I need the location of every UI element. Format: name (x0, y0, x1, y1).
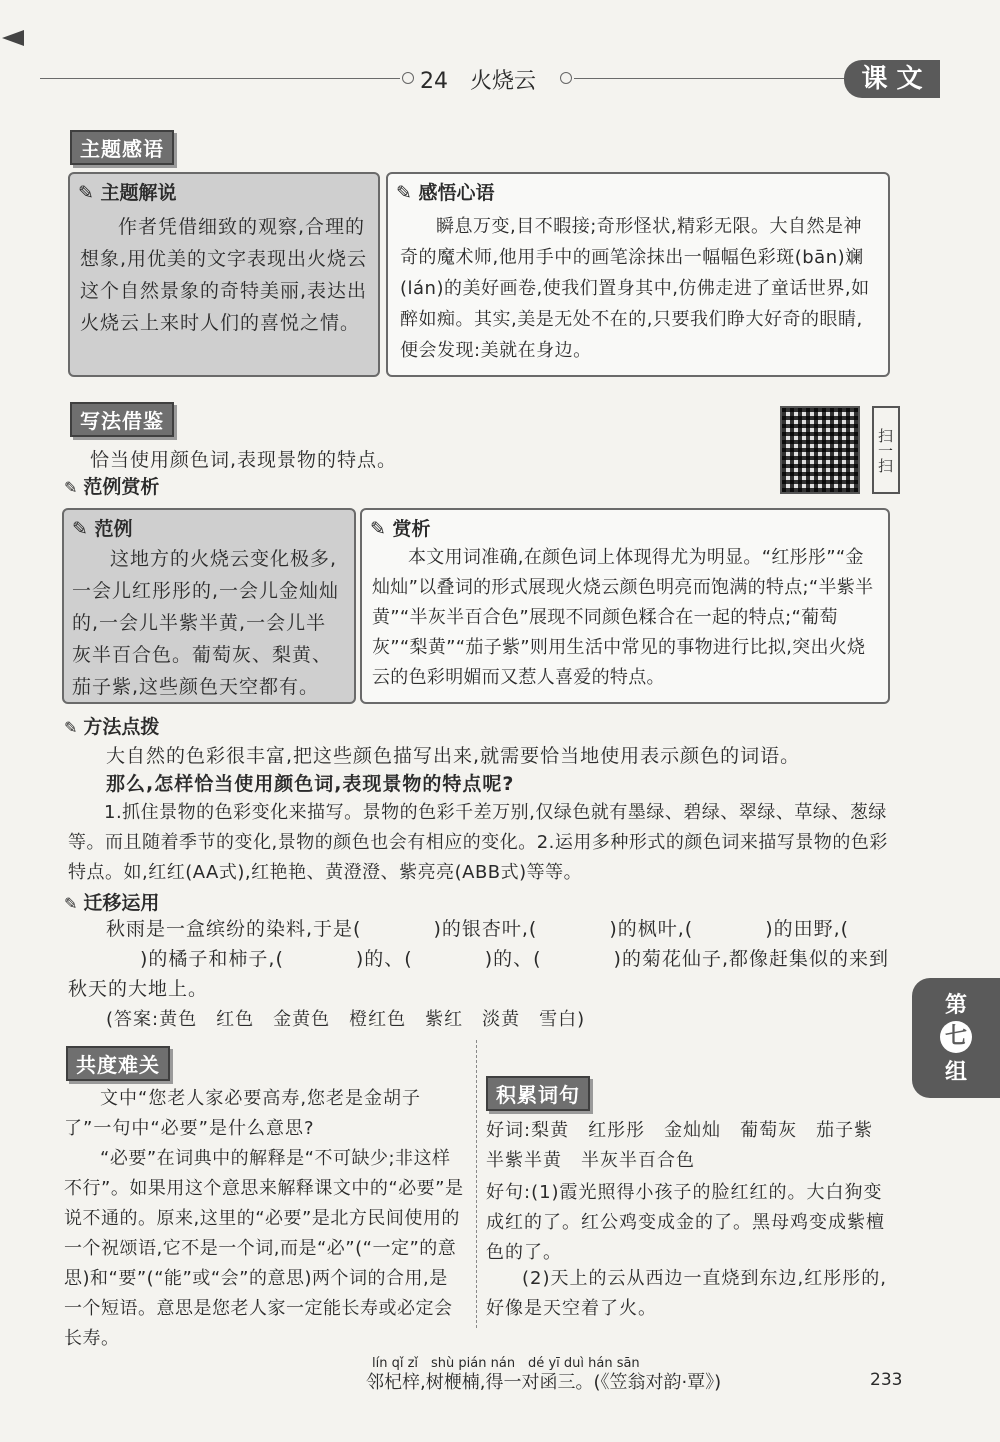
header-rule-left (40, 78, 400, 79)
section-badge-difficult: 共度难关 (66, 1046, 170, 1081)
accum-sentence-2: (2)天上的云从西边一直烧到东边,红彤彤的,好像是天空着了火。 (486, 1268, 887, 1319)
difficult-question: 文中“您老人家必要高寿,您老是金胡子了”一句中“必要”是什么意思? (64, 1088, 422, 1139)
section-badge-theme: 主题感语 (70, 130, 174, 165)
writing-intro: 恰当使用颜色词,表现景物的特点。 (90, 449, 398, 471)
header-dot-right (560, 72, 572, 84)
theme-explain-title: 主题解说 (100, 182, 177, 204)
page-number: 233 (870, 1370, 903, 1390)
accum-sentence-1: 好句:(1)霞光照得小孩子的脸红红的。大白狗变成红的了。红公鸡变成金的了。黑母鸡变成紫檀色的了。 (486, 1182, 885, 1263)
method-heading: ✎ 方法点拨 (64, 716, 160, 738)
pen-icon: ✎ (64, 718, 78, 737)
pen-icon: ✎ (370, 518, 393, 540)
pen-icon: ✎ (78, 182, 101, 204)
method-p1: 大自然的色彩很丰富,把这些颜色描写出来,就需要恰当地使用表示颜色的词语。 (106, 745, 801, 767)
transfer-answer: (答案:黄色 红色 金黄色 橙红色 紫红 淡黄 雪白) (106, 1009, 586, 1030)
pen-icon: ✎ (396, 182, 419, 204)
section-badge-accumulate: 积累词句 (486, 1076, 590, 1111)
appreciation-title: 赏析 (392, 518, 431, 540)
example-text: 这地方的火烧云变化极多,一会儿红彤彤的,一会儿金灿灿的,一会儿半紫半黄,一会儿半灰半百合色。葡萄灰、梨黄、茄子紫,这些颜色天空都有。 (72, 548, 340, 698)
column-divider (476, 1040, 477, 1328)
transfer-exercise: 秋雨是一盒缤纷的染料,于是( )的银杏叶,( )的枫叶,( )的田野,()的橘子和柿子,( )的、( )的、( )的菊花仙子,都像赶集似的来到秋天的大地上。 (68, 918, 889, 1000)
pen-icon: ✎ (72, 518, 95, 540)
chapter-tab: 课 文 (844, 60, 940, 98)
theme-explain-box (68, 172, 380, 377)
header-rule-right (574, 78, 844, 79)
qr-scan-label: 扫一扫 (872, 406, 900, 494)
transfer-heading: ✎ 迁移运用 (64, 892, 160, 914)
pen-icon: ✎ (64, 478, 78, 497)
method-p3: 1.抓住景物的色彩变化来描写。景物的色彩千差万别,仅绿色就有墨绿、碧绿、翠绿、草绿、葱绿等。而且随着季节的变化,景物的颜色也会有相应的变化。2.运用多种形式的颜色词来描写景物的色彩特点。如,红红(AA式),红艳艳、黄澄澄、紫亮亮(ABB式)等等。 (68, 802, 888, 883)
section-badge-writing: 写法借鉴 (70, 402, 174, 437)
insight-box (386, 172, 890, 377)
page-title: 24 火烧云 (420, 69, 536, 94)
unit-side-tab: 第 七 组 (912, 978, 1000, 1098)
footer-couplet: 邻杞梓,树楩楠,得一对函三。(《笠翁对韵·覃》) (366, 1372, 722, 1393)
insight-title: 感悟心语 (418, 182, 495, 204)
corner-arrow-icon (2, 30, 24, 46)
footer-pinyin: lín qǐ zǐ shù pián nán dé yī duì hán sān (372, 1356, 640, 1371)
appreciation-text: 本文用词准确,在颜色词上体现得尤为明显。“红彤彤”“金灿灿”以叠词的形式展现火烧云颜色明亮而饱满的特点;“半紫半黄”“半灰半百合色”展现不同颜色糅合在一起的特点;“葡萄灰”“梨黄”“茄子紫”则用生活中常见的事物进行比拟,突出火烧云的色彩明媚而又惹人喜爱的特点。 (372, 547, 874, 688)
qr-code (780, 406, 860, 494)
insight-text: 瞬息万变,目不暇接;奇形怪状,精彩无限。大自然是神奇的魔术师,他用手中的画笔涂抹出一幅幅色彩斑(bān)斓(lán)的美好画卷,使我们置身其中,仿佛走进了童话世界,如醉如痴。其实,美是无处不在的,只要我们睁大好奇的眼睛,便会发现:美就在身边。 (400, 216, 870, 361)
difficult-answer: “必要”在词典中的解释是“不可缺少;非这样不行”。如果用这个意思来解释课文中的“必要”是说不通的。原来,这里的“必要”是北方民间使用的一个祝颂语,它不是一个词,而是“必”(“一定”的意思)和“要”(“能”或“会”的意思)两个词的合用,是一个短语。意思是您老人家一定能长寿或必定会长寿。 (64, 1148, 464, 1349)
example-heading: ✎ 范例赏析 (64, 476, 160, 498)
appreciation-box (360, 508, 890, 704)
pen-icon: ✎ (64, 894, 78, 913)
theme-explain-text: 作者凭借细致的观察,合理的想象,用优美的文字表现出火烧云这个自然景象的奇特美丽,表达出火烧云上来时人们的喜悦之情。 (80, 216, 368, 334)
header-dot-left (402, 72, 414, 84)
example-title: 范例 (94, 518, 133, 540)
example-box (62, 508, 356, 704)
accum-words: 好词:梨黄 红彤彤 金灿灿 葡萄灰 茄子紫 半紫半黄 半灰半百合色 (486, 1120, 893, 1171)
method-p2: 那么,怎样恰当使用颜色词,表现景物的特点呢? (106, 773, 515, 795)
